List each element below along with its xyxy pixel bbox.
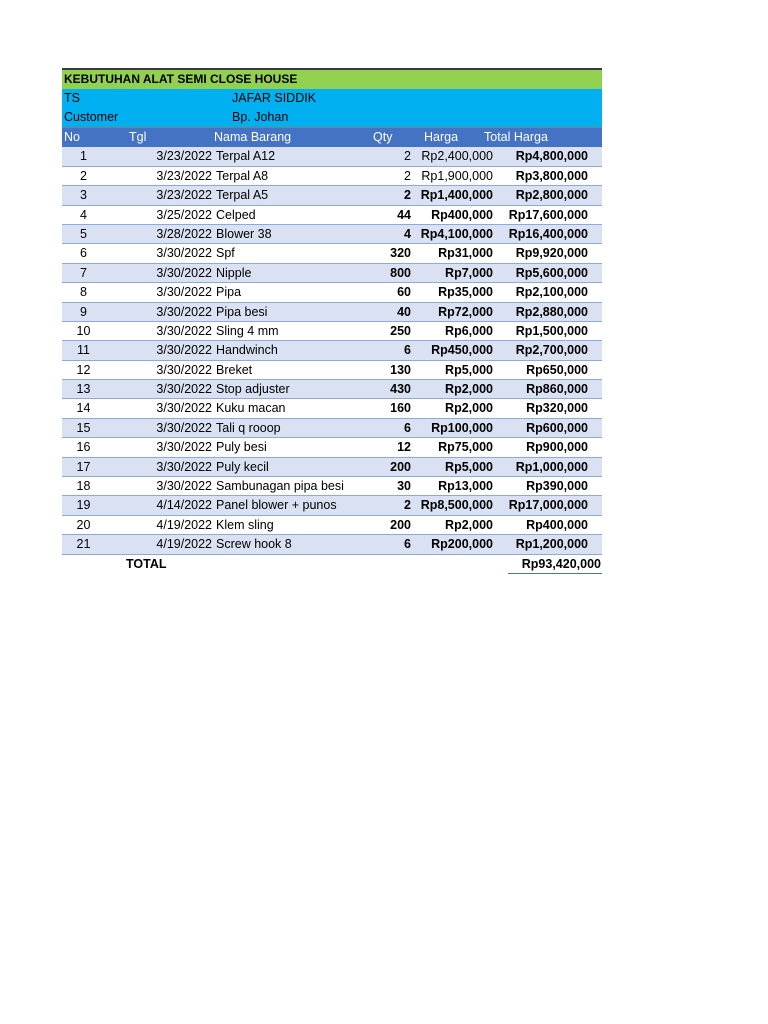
col-header-no[interactable]: No (64, 130, 80, 144)
cell-tgl[interactable]: 3/30/2022 (156, 420, 212, 435)
table-row (62, 322, 602, 341)
cell-total-harga[interactable]: Rp320,000 (526, 401, 588, 416)
cell-no[interactable]: 11 (77, 343, 90, 358)
cell-nama-barang[interactable]: Terpal A5 (216, 188, 269, 203)
col-header-harga[interactable]: Harga (424, 130, 459, 144)
col-header-total[interactable]: Total Harga (484, 130, 548, 144)
cell-nama-barang[interactable]: Stop adjuster (216, 382, 290, 397)
cell-harga[interactable]: Rp6,000 (445, 323, 493, 338)
cell-harga[interactable]: Rp2,000 (445, 517, 493, 532)
total-value[interactable]: Rp93,420,000 (508, 555, 602, 574)
cell-no[interactable]: 1 (80, 149, 87, 164)
cell-harga[interactable]: Rp1,400,000 (420, 188, 493, 203)
table-header (62, 128, 602, 147)
cell-total-harga[interactable]: Rp3,800,000 (515, 168, 588, 183)
cell-tgl[interactable]: 3/23/2022 (156, 168, 212, 183)
cell-no[interactable]: 6 (80, 246, 87, 261)
cell-no[interactable]: 15 (76, 420, 91, 435)
cell-nama-barang[interactable]: Kuku macan (216, 401, 286, 416)
cell-tgl[interactable]: 4/14/2022 (156, 498, 212, 513)
cell-qty[interactable]: 44 (397, 207, 411, 222)
cell-no[interactable]: 7 (80, 265, 87, 280)
cell-nama-barang[interactable]: Sling 4 mm (216, 323, 279, 338)
ts-value[interactable]: JAFAR SIDDIK (232, 91, 317, 105)
cell-harga[interactable]: Rp4,100,000 (420, 226, 493, 241)
table-row (62, 361, 602, 380)
cell-tgl[interactable]: 3/25/2022 (156, 207, 212, 222)
table-row (62, 167, 602, 186)
cell-total-harga[interactable]: Rp9,920,000 (515, 246, 588, 261)
cell-no[interactable]: 9 (80, 304, 87, 319)
table-row (62, 477, 602, 496)
cell-total-harga[interactable]: Rp1,500,000 (515, 323, 588, 338)
cell-harga[interactable]: Rp35,000 (438, 285, 493, 300)
table-row (62, 341, 602, 360)
table-row (62, 535, 602, 554)
cell-harga[interactable]: Rp1,900,000 (421, 168, 493, 183)
cell-total-harga[interactable]: Rp1,000,000 (515, 459, 588, 474)
table-row (62, 147, 602, 166)
cell-qty[interactable]: 30 (397, 479, 411, 494)
table-row (62, 458, 602, 477)
cell-total-harga[interactable]: Rp860,000 (526, 382, 588, 397)
cell-harga[interactable]: Rp8,500,000 (420, 498, 493, 513)
cell-nama-barang[interactable]: Pipa besi (216, 304, 268, 319)
cell-nama-barang[interactable]: Breket (216, 362, 253, 377)
total-label[interactable]: TOTAL (126, 556, 167, 571)
cell-qty[interactable]: 6 (404, 420, 411, 435)
cell-no[interactable]: 17 (76, 459, 91, 474)
cell-qty[interactable]: 430 (390, 382, 411, 397)
cell-nama-barang[interactable]: Celped (216, 207, 256, 222)
cell-nama-barang[interactable]: Puly kecil (216, 459, 269, 474)
cell-nama-barang[interactable]: Puly besi (216, 440, 267, 455)
table-row (62, 225, 602, 244)
cell-tgl[interactable]: 3/30/2022 (156, 265, 212, 280)
cell-nama-barang[interactable]: Blower 38 (216, 226, 272, 241)
cell-total-harga[interactable]: Rp2,880,000 (515, 304, 588, 319)
total-spacer (426, 555, 508, 574)
cell-harga[interactable]: Rp5,000 (445, 362, 493, 377)
cell-harga[interactable]: Rp100,000 (431, 420, 493, 435)
cell-tgl[interactable]: 3/30/2022 (156, 362, 212, 377)
cell-qty[interactable]: 130 (390, 362, 411, 377)
cell-harga[interactable]: Rp31,000 (438, 246, 493, 261)
cell-harga[interactable]: Rp2,000 (445, 401, 493, 416)
cell-qty[interactable]: 2 (404, 149, 411, 164)
cell-no[interactable]: 8 (80, 285, 87, 300)
ts-row (62, 89, 602, 108)
cell-no[interactable]: 18 (76, 479, 91, 494)
cell-qty[interactable]: 160 (390, 401, 411, 416)
cell-tgl[interactable]: 3/30/2022 (156, 479, 212, 494)
table-row (62, 399, 602, 418)
table-row (62, 303, 602, 322)
cell-nama-barang[interactable]: Panel blower + punos (216, 498, 337, 513)
cell-tgl[interactable]: 3/23/2022 (156, 188, 212, 203)
col-header-qty[interactable]: Qty (373, 130, 393, 144)
cell-harga[interactable]: Rp200,000 (431, 537, 493, 552)
col-header-tgl[interactable]: Tgl (129, 130, 147, 144)
cell-no[interactable]: 12 (76, 362, 91, 377)
cell-tgl[interactable]: 3/28/2022 (156, 226, 212, 241)
cell-total-harga[interactable]: Rp390,000 (526, 479, 588, 494)
cell-nama-barang[interactable]: Terpal A8 (216, 168, 269, 183)
cell-tgl[interactable]: 3/30/2022 (156, 285, 212, 300)
table-row (62, 264, 602, 283)
cell-total-harga[interactable]: Rp2,100,000 (515, 285, 588, 300)
customer-value[interactable]: Bp. Johan (232, 110, 289, 124)
table-row (62, 186, 602, 205)
cell-total-harga[interactable]: Rp600,000 (526, 420, 588, 435)
cell-qty[interactable]: 200 (390, 517, 411, 532)
spreadsheet (62, 68, 602, 574)
cell-qty[interactable]: 250 (390, 323, 411, 338)
cell-tgl[interactable]: 3/30/2022 (156, 343, 212, 358)
cell-qty[interactable]: 320 (390, 246, 411, 261)
cell-total-harga[interactable]: Rp900,000 (526, 440, 588, 455)
cell-tgl[interactable]: 3/30/2022 (156, 323, 212, 338)
customer-label[interactable]: Customer (64, 110, 119, 124)
table-row (62, 438, 602, 457)
cell-no[interactable]: 2 (80, 168, 87, 183)
cell-qty[interactable]: 6 (404, 537, 411, 552)
cell-harga[interactable]: Rp450,000 (431, 343, 493, 358)
cell-total-harga[interactable]: Rp17,000,000 (508, 498, 588, 513)
cell-tgl[interactable]: 3/30/2022 (156, 440, 212, 455)
cell-no[interactable]: 10 (76, 323, 91, 338)
cell-nama-barang[interactable]: Spf (216, 246, 235, 261)
cell-qty[interactable]: 4 (404, 226, 411, 241)
cell-qty[interactable]: 800 (390, 265, 411, 280)
cell-total-harga[interactable]: Rp5,600,000 (515, 265, 588, 280)
table-row (62, 283, 602, 302)
cell-tgl[interactable]: 3/23/2022 (156, 149, 212, 164)
cell-qty[interactable]: 6 (404, 343, 411, 358)
cell-nama-barang[interactable]: Pipa (216, 285, 242, 300)
cell-harga[interactable]: Rp7,000 (445, 265, 493, 280)
cell-total-harga[interactable]: Rp2,800,000 (515, 188, 588, 203)
cell-no[interactable]: 16 (76, 440, 91, 455)
cell-nama-barang[interactable]: Screw hook 8 (216, 537, 292, 552)
cell-tgl[interactable]: 3/30/2022 (156, 401, 212, 416)
cell-harga[interactable]: Rp400,000 (431, 207, 493, 222)
cell-qty[interactable]: 2 (404, 168, 411, 183)
cell-no[interactable]: 21 (76, 537, 91, 552)
table-row (62, 244, 602, 263)
cell-total-harga[interactable]: Rp16,400,000 (508, 226, 588, 241)
table-row (62, 419, 602, 438)
col-header-nama[interactable]: Nama Barang (214, 130, 292, 144)
cell-no[interactable]: 5 (80, 226, 87, 241)
cell-no[interactable]: 13 (76, 382, 91, 397)
cell-total-harga[interactable]: Rp2,700,000 (515, 343, 588, 358)
cell-no[interactable]: 19 (76, 498, 91, 513)
cell-harga[interactable]: Rp5,000 (445, 459, 493, 474)
customer-row (62, 108, 602, 128)
cell-no[interactable]: 14 (76, 401, 91, 416)
sheet-title[interactable]: KEBUTUHAN ALAT SEMI CLOSE HOUSE (62, 70, 602, 89)
cell-qty[interactable]: 200 (390, 459, 411, 474)
cell-nama-barang[interactable]: Terpal A12 (216, 149, 276, 164)
cell-nama-barang[interactable]: Tali q rooop (216, 420, 281, 435)
cell-no[interactable]: 3 (80, 188, 87, 203)
cell-harga[interactable]: Rp72,000 (438, 304, 493, 319)
ts-label[interactable]: TS (64, 91, 80, 105)
cell-no[interactable]: 4 (80, 207, 87, 222)
cell-total-harga[interactable]: Rp400,000 (526, 517, 588, 532)
cell-nama-barang[interactable]: Klem sling (216, 517, 274, 532)
cell-no[interactable]: 20 (76, 517, 91, 532)
cell-harga[interactable]: Rp2,000 (445, 382, 493, 397)
table-row (62, 380, 602, 399)
cell-tgl[interactable]: 4/19/2022 (156, 517, 212, 532)
cell-qty[interactable]: 40 (397, 304, 411, 319)
cell-nama-barang[interactable]: Nipple (216, 265, 252, 280)
cell-nama-barang[interactable]: Sambunagan pipa besi (216, 479, 344, 494)
table-row (62, 516, 602, 535)
cell-harga[interactable]: Rp13,000 (438, 479, 493, 494)
cell-total-harga[interactable]: Rp4,800,000 (515, 149, 588, 164)
cell-tgl[interactable]: 3/30/2022 (156, 304, 212, 319)
cell-harga[interactable]: Rp75,000 (438, 440, 493, 455)
cell-tgl[interactable]: 3/30/2022 (156, 459, 212, 474)
cell-tgl[interactable]: 3/30/2022 (156, 246, 212, 261)
cell-tgl[interactable]: 4/19/2022 (156, 537, 212, 552)
table-row (62, 206, 602, 225)
table-body (62, 147, 602, 554)
cell-qty[interactable]: 12 (397, 440, 411, 455)
cell-harga[interactable]: Rp2,400,000 (421, 149, 493, 164)
total-row (62, 555, 602, 574)
table-row (62, 496, 602, 515)
cell-total-harga[interactable]: Rp1,200,000 (515, 537, 588, 552)
cell-tgl[interactable]: 3/30/2022 (156, 382, 212, 397)
cell-total-harga[interactable]: Rp650,000 (526, 362, 588, 377)
cell-qty[interactable]: 2 (404, 498, 411, 513)
cell-qty[interactable]: 2 (404, 188, 411, 203)
cell-qty[interactable]: 60 (397, 285, 411, 300)
cell-total-harga[interactable]: Rp17,600,000 (508, 207, 588, 222)
cell-nama-barang[interactable]: Handwinch (216, 343, 278, 358)
